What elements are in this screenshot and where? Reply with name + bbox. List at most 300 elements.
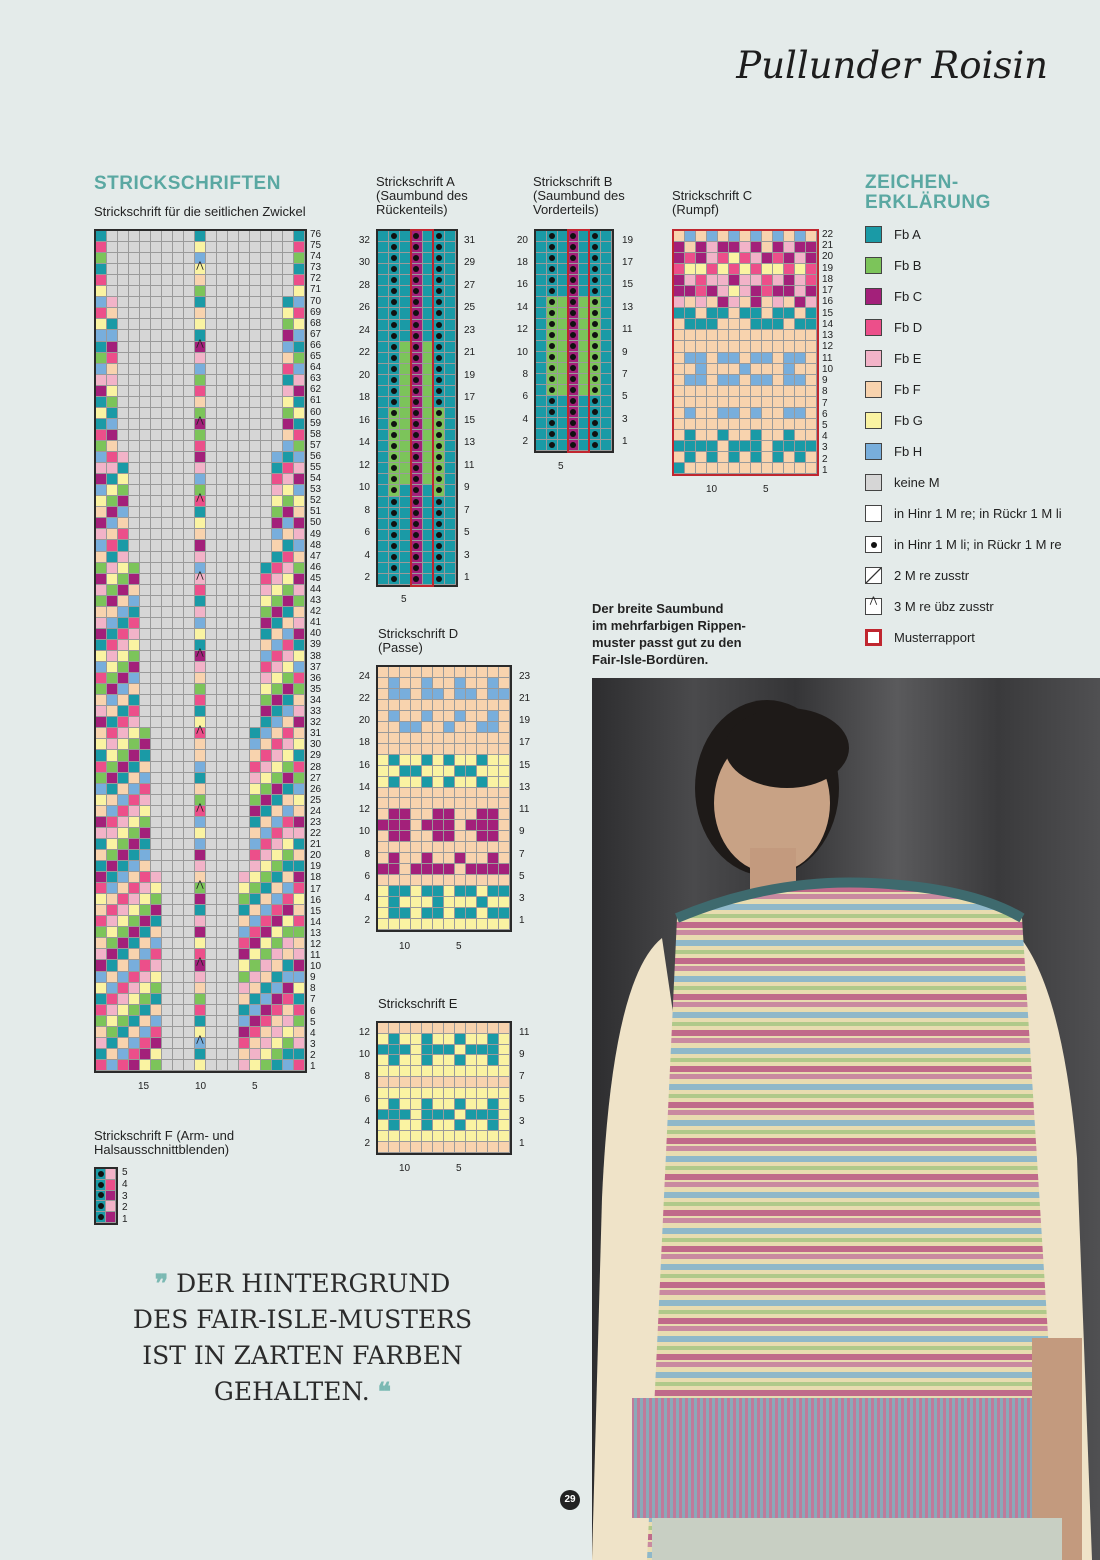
chart-cell [106, 1191, 116, 1202]
chart-cell [151, 905, 162, 916]
chart-cell [272, 894, 283, 905]
chart-cell [466, 700, 477, 711]
chart-cell [129, 684, 140, 695]
chart-cell [129, 1038, 140, 1049]
chart-cell [455, 744, 466, 755]
chart-cell [96, 972, 107, 983]
chart-cell [96, 364, 107, 375]
chart-cell [217, 938, 228, 949]
row-number: 52 [310, 495, 322, 507]
chart-cell [129, 319, 140, 330]
chart-cell [378, 809, 389, 820]
chart-cell [378, 297, 389, 308]
chart-cell [140, 861, 151, 872]
chart-cell [107, 883, 118, 894]
chart-cell [151, 717, 162, 728]
chart-cell [499, 689, 510, 700]
chart-cell [140, 408, 151, 419]
chart-cell [195, 441, 206, 452]
row-number: 11 [822, 352, 833, 364]
chart-cell [433, 1131, 444, 1142]
chart-cell [411, 908, 422, 919]
chart-cell [118, 308, 129, 319]
chart-cell [283, 651, 294, 662]
chart-cell [272, 949, 283, 960]
chart-cell [272, 463, 283, 474]
chart-cell [173, 242, 184, 253]
chart-cell [294, 342, 305, 353]
row-number: 20 [516, 234, 528, 246]
chart-cell [129, 397, 140, 408]
chart-cell [195, 828, 206, 839]
chart-cell [499, 831, 510, 842]
chart-cell [239, 905, 250, 916]
chart-cell [411, 1045, 422, 1056]
chart-cell [184, 485, 195, 496]
chart-c-rapport-frame [672, 229, 819, 476]
chart-cell [184, 651, 195, 662]
chart-cell [184, 585, 195, 596]
chart-cell [250, 275, 261, 286]
chart-cell [389, 886, 400, 897]
row-number: 23 [519, 670, 531, 682]
legend-label: 2 M re zusstr [894, 568, 970, 583]
chart-cell [433, 744, 444, 755]
legend-item [865, 281, 1062, 312]
chart-cell [140, 717, 151, 728]
chart-cell [400, 788, 411, 799]
chart-cell [173, 872, 184, 883]
chart-cell [239, 994, 250, 1005]
row-number: 51 [310, 506, 322, 518]
row-number: 15 [622, 279, 634, 291]
chart-cell [433, 1088, 444, 1099]
chart-cell [140, 927, 151, 938]
chart-cell [250, 1005, 261, 1016]
chart-cell [195, 905, 206, 916]
row-number: 19 [822, 262, 834, 274]
chart-cell [499, 842, 510, 853]
chart-cell [499, 755, 510, 766]
chart-cell [378, 744, 389, 755]
chart-cell [173, 927, 184, 938]
chart-cell [389, 485, 400, 496]
chart-cell [140, 949, 151, 960]
chart-cell [162, 762, 173, 773]
row-number: 14 [358, 437, 370, 449]
chart-cell [118, 850, 129, 861]
chart-cell [272, 253, 283, 264]
chart-cell [96, 1191, 106, 1202]
chart-cell [206, 452, 217, 463]
chart-cell [283, 319, 294, 330]
chart-cell [151, 297, 162, 308]
chart-e-left-numbers [352, 1021, 370, 1155]
chart-cell [272, 264, 283, 275]
chart-cell [433, 820, 444, 831]
chart-b-col-5: 5 [558, 461, 564, 472]
chart-cell [151, 364, 162, 375]
chart-cell [96, 662, 107, 673]
chart-cell [499, 678, 510, 689]
chart-cell [378, 242, 389, 253]
chart-cell [272, 629, 283, 640]
chart-cell [140, 308, 151, 319]
row-number: 22 [358, 347, 370, 359]
chart-cell [261, 397, 272, 408]
chart-cell [488, 853, 499, 864]
chart-cell [129, 762, 140, 773]
chart-cell [488, 798, 499, 809]
chart-cell [239, 1005, 250, 1016]
row-number: 16 [516, 279, 528, 291]
chart-cell [466, 1077, 477, 1088]
chart-cell [217, 441, 228, 452]
chart-cell [389, 897, 400, 908]
chart-cell [107, 253, 118, 264]
chart-cell [184, 795, 195, 806]
chart-cell [173, 507, 184, 518]
chart-cell [184, 861, 195, 872]
chart-cell [283, 308, 294, 319]
chart-cell [228, 828, 239, 839]
chart-cell [411, 1099, 422, 1110]
chart-cell [411, 689, 422, 700]
row-number: 13 [464, 437, 476, 449]
chart-cell [217, 717, 228, 728]
chart-cell [378, 275, 389, 286]
chart-cell [217, 629, 228, 640]
chart-cell [228, 297, 239, 308]
chart-d-col-5: 5 [456, 941, 462, 952]
chart-cell [118, 739, 129, 750]
chart-cell [217, 452, 228, 463]
chart-cell [107, 894, 118, 905]
chart-cell [488, 820, 499, 831]
legend-label: 3 M re übz zusstr [894, 599, 994, 614]
chart-cell [118, 242, 129, 253]
chart-cell [250, 375, 261, 386]
row-number: 32 [358, 234, 370, 246]
chart-a-col-5: 5 [401, 594, 407, 605]
page-title: Pullunder Roisin [736, 44, 1048, 87]
row-number: 14 [516, 301, 528, 313]
chart-cell [261, 529, 272, 540]
chart-cell [444, 1045, 455, 1056]
chart-cell [129, 286, 140, 297]
chart-cell [261, 319, 272, 330]
chart-cell [422, 798, 433, 809]
chart-cell [272, 364, 283, 375]
legend-swatch [865, 536, 882, 553]
chart-cell [261, 297, 272, 308]
chart-cell [184, 408, 195, 419]
chart-cell [378, 820, 389, 831]
chart-cell [151, 353, 162, 364]
chart-cell [228, 253, 239, 264]
legend-heading: ZEICHEN- ERKLÄRUNG [865, 172, 991, 213]
chart-cell [434, 264, 445, 275]
chart-cell [107, 607, 118, 618]
chart-cell [455, 722, 466, 733]
chart-cell [239, 253, 250, 264]
chart-cell [488, 831, 499, 842]
chart-cell [378, 231, 389, 242]
chart-cell [422, 711, 433, 722]
chart-cell [228, 938, 239, 949]
chart-cell [389, 1120, 400, 1131]
chart-cell [389, 242, 400, 253]
chart-cell [162, 673, 173, 684]
chart-cell [488, 864, 499, 875]
legend-item [865, 591, 1062, 622]
chart-cell [173, 563, 184, 574]
chart-cell [140, 850, 151, 861]
chart-cell [422, 700, 433, 711]
chart-cell [195, 1016, 206, 1027]
chart-cell [261, 839, 272, 850]
chart-cell [173, 949, 184, 960]
chart-cell [547, 253, 558, 264]
chart-cell [118, 629, 129, 640]
chart-cell [96, 850, 107, 861]
chart-cell [184, 739, 195, 750]
chart-cell [445, 375, 456, 386]
chart-cell [217, 872, 228, 883]
chart-cell [184, 839, 195, 850]
chart-cell [400, 853, 411, 864]
chart-cell [250, 463, 261, 474]
chart-cell [547, 429, 558, 440]
chart-cell [96, 629, 107, 640]
chart-cell [239, 728, 250, 739]
chart-cell [433, 1034, 444, 1045]
chart-cell [389, 711, 400, 722]
chart-cell [195, 607, 206, 618]
chart-cell [378, 375, 389, 386]
chart-cell [151, 916, 162, 927]
chart-cell [140, 618, 151, 629]
chart-cell [129, 463, 140, 474]
chart-cell [173, 441, 184, 452]
chart-cell [455, 788, 466, 799]
chart-cell [488, 1088, 499, 1099]
chart-cell [162, 397, 173, 408]
chart-cell [206, 673, 217, 684]
chart-cell [455, 1110, 466, 1121]
chart-cell [96, 430, 107, 441]
chart-cell [272, 651, 283, 662]
zwickel-chart-grid [94, 229, 307, 1073]
chart-cell [434, 342, 445, 353]
chart-cell [228, 1049, 239, 1060]
chart-cell [239, 364, 250, 375]
chart-cell [400, 777, 411, 788]
chart-cell [455, 1066, 466, 1077]
chart-cell [400, 1110, 411, 1121]
chart-cell [294, 330, 305, 341]
chart-cell [261, 1038, 272, 1049]
chart-cell [118, 607, 129, 618]
chart-cell [96, 297, 107, 308]
chart-cell [250, 518, 261, 529]
chart-cell [173, 695, 184, 706]
chart-cell [433, 689, 444, 700]
chart-cell [261, 607, 272, 618]
chart-cell [107, 717, 118, 728]
chart-cell [217, 242, 228, 253]
chart-cell [184, 717, 195, 728]
row-number: 22 [310, 828, 322, 840]
chart-cell [206, 231, 217, 242]
chart-cell [184, 728, 195, 739]
chart-cell [272, 319, 283, 330]
row-number: 2 [364, 572, 370, 584]
chart-cell [118, 806, 129, 817]
chart-cell [272, 507, 283, 518]
chart-cell [400, 733, 411, 744]
chart-cell [294, 1049, 305, 1060]
chart-cell [107, 408, 118, 419]
quote-line-1: DER HINTERGRUND [176, 1269, 451, 1298]
chart-cell [250, 916, 261, 927]
chart-cell [283, 662, 294, 673]
chart-cell [118, 485, 129, 496]
chart-cell [206, 242, 217, 253]
chart-cell [206, 330, 217, 341]
chart-cell [434, 463, 445, 474]
chart-cell [217, 762, 228, 773]
chart-cell [283, 673, 294, 684]
row-number: 4 [822, 431, 828, 443]
chart-cell [536, 264, 547, 275]
chart-cell [250, 905, 261, 916]
chart-cell [389, 397, 400, 408]
chart-cell [217, 353, 228, 364]
chart-cell [239, 706, 250, 717]
chart-cell [250, 817, 261, 828]
chart-cell [151, 1016, 162, 1027]
chart-cell [173, 806, 184, 817]
chart-cell [261, 518, 272, 529]
chart-cell [129, 308, 140, 319]
chart-cell [294, 353, 305, 364]
chart-cell [261, 773, 272, 784]
chart-cell [162, 640, 173, 651]
chart-cell [107, 916, 118, 927]
chart-cell [217, 518, 228, 529]
chart-cell [601, 231, 612, 242]
row-number: 4 [522, 413, 528, 425]
chart-cell [162, 839, 173, 850]
chart-cell [129, 529, 140, 540]
chart-cell [250, 894, 261, 905]
chart-cell [239, 496, 250, 507]
chart-cell [140, 916, 151, 927]
chart-cell [250, 750, 261, 761]
chart-cell [195, 574, 206, 585]
chart-cell [434, 485, 445, 496]
chart-cell [547, 297, 558, 308]
chart-cell [96, 375, 107, 386]
chart-cell [151, 817, 162, 828]
chart-cell [250, 419, 261, 430]
chart-cell [118, 828, 129, 839]
chart-cell [239, 397, 250, 408]
row-number: 41 [310, 617, 322, 629]
chart-cell [250, 308, 261, 319]
chart-cell [195, 629, 206, 640]
chart-cell [445, 485, 456, 496]
legend-label: in Hinr 1 M li; in Rückr 1 M re [894, 537, 1062, 552]
chart-cell [107, 452, 118, 463]
chart-cell [411, 667, 422, 678]
chart-cell [411, 733, 422, 744]
chart-cell [378, 342, 389, 353]
row-number: 20 [310, 850, 322, 862]
row-number: 48 [310, 539, 322, 551]
chart-cell [118, 706, 129, 717]
chart-cell [195, 861, 206, 872]
chart-cell [389, 1023, 400, 1034]
chart-cell [261, 817, 272, 828]
chart-cell [250, 773, 261, 784]
chart-cell [499, 886, 510, 897]
chart-cell [283, 231, 294, 242]
chart-cell [239, 684, 250, 695]
row-number: 5 [822, 419, 828, 431]
chart-cell [140, 397, 151, 408]
chart-cell [434, 331, 445, 342]
row-number: 15 [464, 414, 476, 426]
chart-cell [445, 231, 456, 242]
row-number: 9 [519, 826, 525, 838]
chart-cell [162, 1027, 173, 1038]
chart-cell [378, 1045, 389, 1056]
chart-cell [434, 419, 445, 430]
chart-cell [151, 474, 162, 485]
chart-cell [294, 375, 305, 386]
chart-cell [206, 397, 217, 408]
chart-cell [129, 850, 140, 861]
chart-cell [477, 766, 488, 777]
chart-cell [228, 474, 239, 485]
chart-cell [433, 733, 444, 744]
chart-cell [294, 806, 305, 817]
chart-cell [601, 297, 612, 308]
chart-cell [118, 839, 129, 850]
chart-cell [477, 798, 488, 809]
chart-cell [283, 518, 294, 529]
chart-cell [162, 342, 173, 353]
chart-cell [228, 496, 239, 507]
chart-cell [477, 831, 488, 842]
chart-cell [488, 1023, 499, 1034]
chart-cell [96, 927, 107, 938]
chart-cell [283, 596, 294, 607]
row-number: 61 [310, 395, 322, 407]
legend-label: Fb B [894, 258, 922, 273]
chart-cell [239, 231, 250, 242]
legend-item [865, 250, 1062, 281]
chart-cell [140, 695, 151, 706]
chart-cell [389, 678, 400, 689]
chart-cell [294, 419, 305, 430]
chart-cell [173, 286, 184, 297]
chart-cell [118, 983, 129, 994]
chart-cell [195, 773, 206, 784]
chart-cell [107, 994, 118, 1005]
